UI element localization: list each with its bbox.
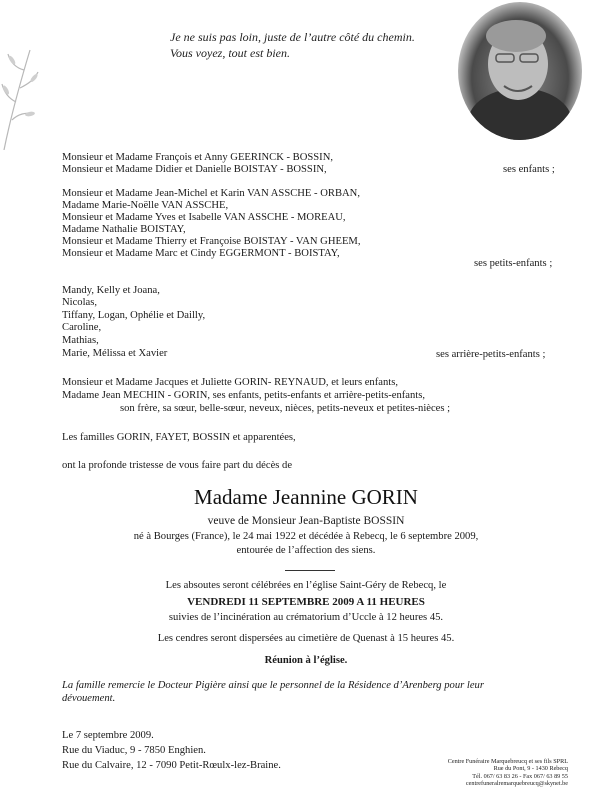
separator-line xyxy=(285,570,335,571)
great-grandchildren-line: Mathias, xyxy=(62,335,99,346)
grandchildren-line: Monsieur et Madame Thierry et Françoise BOISTAY - VAN GHEEM, xyxy=(62,236,361,247)
funeral-home-line: Rue du Pont, 9 - 1430 Rebecq xyxy=(493,765,568,773)
footer-address: Rue du Calvaire, 12 - 7090 Petit-Rœulx-lez-Braine. xyxy=(62,760,281,771)
reunion-line: Réunion à l’église. xyxy=(264,655,348,666)
families-line: Les familles GORIN, FAYET, BOSSIN et apparentées, xyxy=(62,432,296,443)
surrounded-text: entourée de l’affection des siens. xyxy=(236,545,376,556)
great-grandchildren-line: Tiffany, Logan, Ophélie et Dailly, xyxy=(62,310,206,321)
great-grandchildren-line: Nicolas, xyxy=(62,297,98,308)
deceased-name: Madame Jeannine GORIN xyxy=(194,485,418,509)
birth-death: né à Bourges (France), le 24 mai 1922 et décédée à Rebecq, le 6 septembre 2009, xyxy=(133,531,479,542)
widow-of: veuve de Monsieur Jean-Baptiste BOSSIN xyxy=(207,515,405,527)
footer-date: Le 7 septembre 2009. xyxy=(62,730,154,741)
thanks-line: dévouement. xyxy=(62,693,116,704)
relation-grandchildren: ses petits-enfants ; xyxy=(474,258,553,269)
quote-line-2: Vous voyez, tout est bien. xyxy=(170,46,290,60)
relation-children: ses enfants ; xyxy=(503,164,555,175)
siblings-line: Madame Jean MECHIN - GORIN, ses enfants, petits-enfants et arrière-petits-enfants, xyxy=(62,390,426,401)
grandchildren-line: Madame Nathalie BOISTAY, xyxy=(62,224,186,235)
thanks-line: La famille remercie le Docteur Pigière ainsi que le personnel de la Résidence d’Arenberg pour leur xyxy=(62,680,484,691)
funeral-home-line: centrefuneralremarquebreucq@skynet.be xyxy=(465,780,568,788)
great-grandchildren-line: Marie, Mélissa et Xavier xyxy=(62,348,168,359)
cremation-line: suivies de l’incinération au crématorium d’Uccle à 12 heures 45. xyxy=(168,612,444,623)
funeral-home-info xyxy=(398,758,568,788)
ceremony-date: VENDREDI 11 SEPTEMBRE 2009 A 11 HEURES xyxy=(187,596,425,608)
grandchildren-line: Monsieur et Madame Yves et Isabelle VAN ASSCHE - MOREAU, xyxy=(62,212,346,223)
relation-siblings: son frère, sa sœur, belle-sœur, neveux, nièces, petits-neveux et petites-nièces ; xyxy=(120,403,451,414)
children-line: Monsieur et Madame François et Anny GEERINCK - BOSSIN, xyxy=(62,152,333,163)
great-grandchildren-line: Caroline, xyxy=(62,322,102,333)
foliage-decoration xyxy=(0,40,40,150)
funeral-home-line: Tél. 067/ 63 83 26 - Fax 067/ 63 89 55 xyxy=(472,772,568,780)
ashes-line: Les cendres seront dispersées au cimetière de Quenast à 15 heures 45. xyxy=(157,633,455,644)
announcement-line: ont la profonde tristesse de vous faire part du décès de xyxy=(62,460,293,471)
children-line: Monsieur et Madame Didier et Danielle BOISTAY - BOSSIN, xyxy=(62,164,327,175)
grandchildren-line: Monsieur et Madame Marc et Cindy EGGERMONT - BOISTAY, xyxy=(62,248,340,259)
siblings-line: Monsieur et Madame Jacques et Juliette GORIN- REYNAUD, et leurs enfants, xyxy=(62,377,398,388)
footer-address: Rue du Viaduc, 9 - 7850 Enghien. xyxy=(62,745,206,756)
portrait-photo xyxy=(458,2,582,140)
funeral-home-line: Centre Funéraire Marquebreucq et ses fils SPRL xyxy=(447,758,568,765)
great-grandchildren-line: Mandy, Kelly et Joana, xyxy=(62,285,160,296)
ceremony-line: Les absoutes seront célébrées en l’église Saint-Géry de Rebecq, le xyxy=(165,580,447,591)
relation-great-grandchildren: ses arrière-petits-enfants ; xyxy=(436,349,546,360)
grandchildren-line: Monsieur et Madame Jean-Michel et Karin VAN ASSCHE - ORBAN, xyxy=(62,188,360,199)
quote-line-1: Je ne suis pas loin, juste de l’autre côté du chemin. xyxy=(170,30,415,44)
grandchildren-line: Madame Marie-Noëlle VAN ASSCHE, xyxy=(62,200,229,211)
